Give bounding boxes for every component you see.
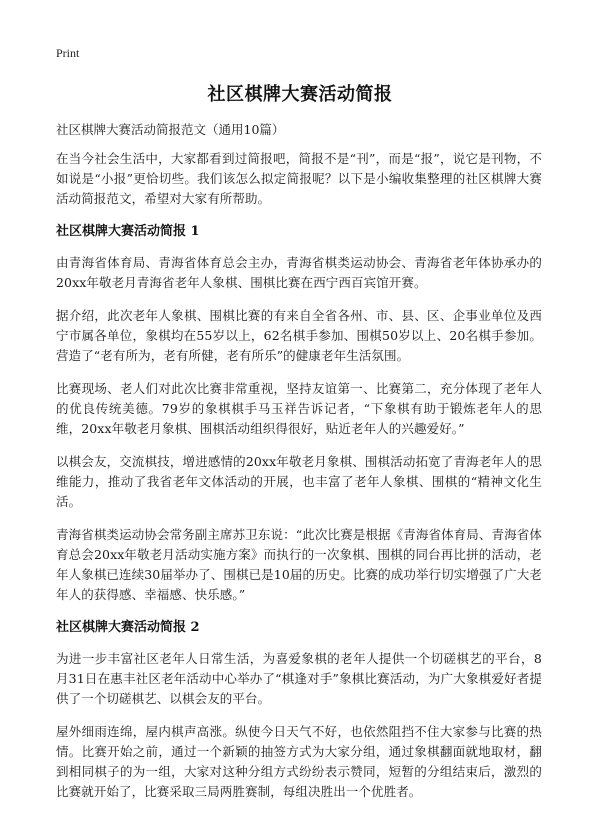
section-1-paragraph: 以棋会友，交流棋技，增进感情的20xx年敬老月象棋、围棋活动拓宽了青海老年人的思维能力，推动了我省老年文体活动的开展，也丰富了老年人象棋、围棋的“精神文化生活。 (56, 454, 542, 509)
article-body (56, 120, 542, 815)
print-link[interactable]: Print (56, 46, 80, 60)
section-1-paragraph: 由青海省体育局、青海省体育总会主办，青海省棋类运动协会、青海省老年体协承办的20xx年敬老月青海省老年人象棋、围棋比赛在西宁西百宾馆开赛。 (56, 255, 542, 290)
section-heading-2: 社区棋牌大赛活动简报 2 (56, 620, 200, 635)
section-1-paragraph: 据介绍，此次老年人象棋、围棋比赛的有来自全省各州、市、县、区、企事业单位及西宁市属各单位，象棋均在55岁以上，62名棋手参加、围棋50岁以上、20名棋手参加。营造了“老有所为，老有所健，老有所乐”的健康老年生活氛围。 (56, 308, 542, 363)
section-1-paragraph: 青海省棋类运动协会常务副主席苏卫东说：“此次比赛是根据《青海省体育局、青海省体育总会20xx年敬老月活动实施方案》而执行的一次象棋、围棋的同台再比拼的活动，老年人象棋已连续30届举办了、围棋已是10届的历史。比赛的成功举行切实增强了广大老年人的获得感、幸福感、快乐感。” (56, 527, 542, 602)
article-subtitle: 社区棋牌大赛活动简报范文（通用10篇） (56, 122, 285, 137)
intro-paragraph: 在当今社会生活中，大家都看到过简报吧，简报不是“刊”，而是“报”，说它是刊物，不如说是“小报”更恰切些。我们该怎么拟定简报呢？以下是小编收集整理的社区棋牌大赛活动简报范文，希望对大家有所帮助。 (56, 151, 542, 206)
section-1-paragraph: 比赛现场、老人们对此次比赛非常重视，坚持友谊第一、比赛第二，充分体现了老年人的优良传统美德。79岁的象棋棋手马玉祥告诉记者，“下象棋有助于锻炼老年人的思维，20xx年敬老月象棋、围棋活动组织得很好，贴近老年人的兴趣爱好。” (56, 381, 542, 436)
section-2-paragraph: 为进一步丰富社区老年人日常生活，为喜爱象棋的老年人提供一个切磋棋艺的平台，8月31日在惠丰社区老年活动中心举办了“棋逢对手”象棋比赛活动，为广大象棋爱好者提供了一个切磋棋艺、以棋会友的平台。 (56, 651, 542, 706)
section-2-paragraph: 屋外细雨连绵，屋内棋声高涨。纵使今日天气不好，也依然阻挡不住大家参与比赛的热情。比赛开始之前，通过一个新颖的抽签方式为大家分组，通过象棋翻面就地取材，翻到相同棋子的为一组，大家对这种分组方式纷纷表示赞同，短暂的分组结束后，激烈的比赛就开始了，比赛采取三局两胜赛制，每组决胜出一个优胜者。 (56, 724, 542, 799)
section-heading-1: 社区棋牌大赛活动简报 1 (56, 224, 200, 239)
page-title: 社区棋牌大赛活动简报 (207, 84, 393, 105)
